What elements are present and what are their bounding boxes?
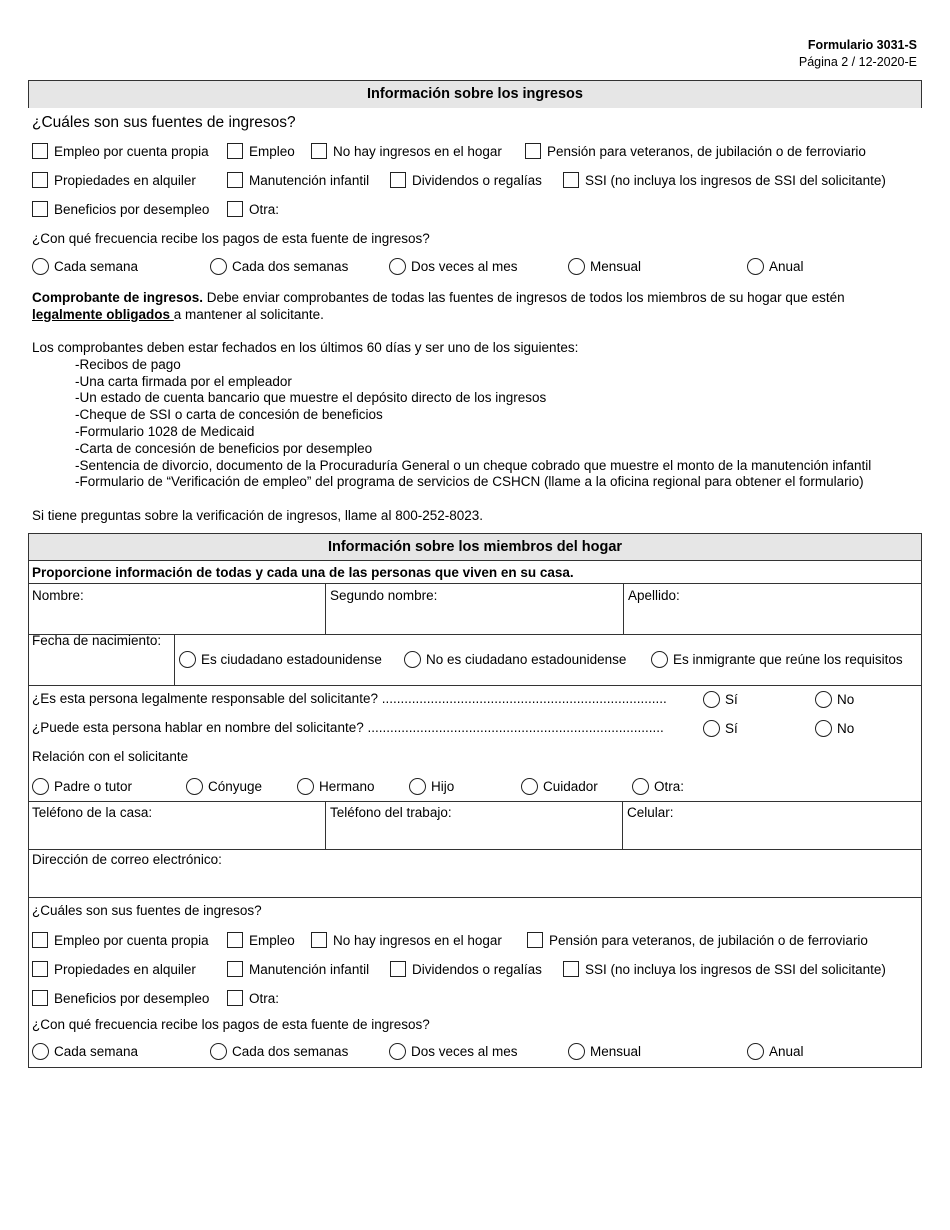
- divider: [622, 801, 623, 849]
- radio[interactable]: [409, 778, 426, 795]
- checkbox[interactable]: [32, 961, 48, 977]
- divider: [28, 634, 922, 635]
- checkbox[interactable]: [32, 201, 48, 217]
- home-phone-field[interactable]: Teléfono de la casa:: [32, 805, 153, 820]
- checkbox[interactable]: [227, 172, 243, 188]
- checkbox[interactable]: [527, 932, 543, 948]
- hh-income-checkbox-unemployment[interactable]: Beneficios por desempleo: [32, 990, 209, 1006]
- radio[interactable]: [186, 778, 203, 795]
- list-item: -Formulario de “Verificación de empleo” del programa de servicios de CSHCN (llame a la oficina regional para obtener el formulario): [75, 474, 864, 490]
- middle-name-field[interactable]: Segundo nombre:: [330, 588, 438, 603]
- divider: [623, 583, 624, 634]
- form-number: Formulario 3031-S: [807, 38, 917, 52]
- radio[interactable]: [703, 691, 720, 708]
- hh-income-checkbox-ssi[interactable]: SSI (no incluya los ingresos de SSI del solicitante): [563, 961, 886, 977]
- income-checkbox-employment[interactable]: Empleo: [227, 143, 295, 159]
- checkbox[interactable]: [227, 932, 243, 948]
- income-checkbox-pension[interactable]: Pensión para veteranos, de jubilación o de ferroviario: [525, 143, 866, 159]
- radio[interactable]: [32, 1043, 49, 1060]
- radio[interactable]: [32, 258, 49, 275]
- hh-frequency-radio-biweekly[interactable]: Cada dos semanas: [210, 1043, 348, 1060]
- last-name-field[interactable]: Apellido:: [628, 588, 680, 603]
- divider: [28, 583, 922, 584]
- radio[interactable]: [651, 651, 668, 668]
- hh-frequency-radio-twice-monthly[interactable]: Dos veces al mes: [389, 1043, 518, 1060]
- relation-radio-parent[interactable]: Padre o tutor: [32, 778, 132, 795]
- cell-phone-field[interactable]: Celular:: [627, 805, 674, 820]
- checkbox[interactable]: [32, 143, 48, 159]
- responsible-no-radio[interactable]: No: [815, 691, 854, 708]
- relation-label: Relación con el solicitante: [32, 749, 189, 764]
- income-checkbox-self-employed[interactable]: Empleo por cuenta propia: [32, 143, 209, 159]
- hh-frequency-radio-monthly[interactable]: Mensual: [568, 1043, 641, 1060]
- radio[interactable]: [568, 258, 585, 275]
- checkbox[interactable]: [227, 201, 243, 217]
- proof-list-intro: Los comprobantes deben estar fechados en los últimos 60 días y ser uno de los siguientes:: [32, 340, 579, 355]
- income-checkbox-rental[interactable]: Propiedades en alquiler: [32, 172, 196, 188]
- frequency-radio-weekly[interactable]: Cada semana: [32, 258, 138, 275]
- radio[interactable]: [32, 778, 49, 795]
- checkbox[interactable]: [227, 143, 243, 159]
- relation-radio-sibling[interactable]: Hermano: [297, 778, 375, 795]
- radio[interactable]: [389, 258, 406, 275]
- list-item: -Carta de concesión de beneficios por desempleo: [75, 440, 373, 456]
- radio[interactable]: [210, 1043, 227, 1060]
- income-checkbox-other[interactable]: Otra:: [227, 201, 279, 217]
- frequency-question: ¿Con qué frecuencia recibe los pagos de esta fuente de ingresos?: [32, 231, 430, 246]
- radio[interactable]: [404, 651, 421, 668]
- income-section-title: Información sobre los ingresos: [29, 81, 921, 108]
- first-name-field[interactable]: Nombre:: [32, 588, 84, 603]
- income-section-header: [28, 80, 922, 108]
- radio[interactable]: [521, 778, 538, 795]
- household-income-question: ¿Cuáles son sus fuentes de ingresos?: [32, 903, 262, 918]
- speak-yes-radio[interactable]: Sí: [703, 720, 738, 737]
- radio[interactable]: [703, 720, 720, 737]
- proof-lead: Comprobante de ingresos.: [32, 290, 204, 305]
- hh-income-checkbox-child-support[interactable]: Manutención infantil: [227, 961, 369, 977]
- checkbox[interactable]: [311, 143, 327, 159]
- speak-no-radio[interactable]: No: [815, 720, 854, 737]
- question-legally-responsible: ¿Es esta persona legalmente responsable del solicitante? ............................................................................: [32, 691, 667, 706]
- hh-income-checkbox-rental[interactable]: Propiedades en alquiler: [32, 961, 196, 977]
- checkbox[interactable]: [525, 143, 541, 159]
- radio[interactable]: [568, 1043, 585, 1060]
- divider: [28, 849, 922, 850]
- checkbox[interactable]: [227, 961, 243, 977]
- list-item: -Formulario 1028 de Medicaid: [75, 423, 255, 439]
- list-item: -Una carta firmada por el empleador: [75, 373, 292, 389]
- divider: [325, 801, 326, 849]
- list-item: -Sentencia de divorcio, documento de la Procuraduría General o un cheque cobrado que muestre el monto de la manutención infantil: [75, 457, 872, 473]
- hh-frequency-radio-yearly[interactable]: Anual: [747, 1043, 804, 1060]
- radio[interactable]: [747, 1043, 764, 1060]
- radio[interactable]: [815, 691, 832, 708]
- radio[interactable]: [747, 258, 764, 275]
- checkbox[interactable]: [32, 932, 48, 948]
- work-phone-field[interactable]: Teléfono del trabajo:: [330, 805, 452, 820]
- checkbox[interactable]: [32, 172, 48, 188]
- list-item: -Un estado de cuenta bancario que muestre el depósito directo de los ingresos: [75, 390, 547, 406]
- checkbox[interactable]: [563, 961, 579, 977]
- hh-income-checkbox-self-employed[interactable]: Empleo por cuenta propia: [32, 932, 209, 948]
- radio[interactable]: [389, 1043, 406, 1060]
- question-speak-on-behalf: ¿Puede esta persona hablar en nombre del solicitante? ...............................................................................: [32, 720, 664, 735]
- proof-paragraph: Comprobante de ingresos. Debe enviar comprobantes de todas las fuentes de ingresos de todos los miembros de su hogar que estén legalmente obligados a mantener al solicitante.: [32, 290, 845, 322]
- list-item: -Cheque de SSI o carta de concesión de beneficios: [75, 407, 383, 423]
- dob-field[interactable]: Fecha de nacimiento:: [32, 633, 162, 648]
- household-section-title: Información sobre los miembros del hogar: [29, 534, 921, 561]
- relation-radio-caregiver[interactable]: Cuidador: [521, 778, 598, 795]
- radio-citizen[interactable]: Es ciudadano estadounidense: [179, 651, 382, 668]
- relation-radio-child[interactable]: Hijo: [409, 778, 454, 795]
- radio[interactable]: [179, 651, 196, 668]
- relation-radio-spouse[interactable]: Cónyuge: [186, 778, 262, 795]
- hh-income-checkbox-other[interactable]: Otra:: [227, 990, 279, 1006]
- radio[interactable]: [815, 720, 832, 737]
- divider: [28, 897, 922, 898]
- household-instruction: Proporcione información de todas y cada una de las personas que viven en su casa.: [32, 565, 574, 580]
- radio[interactable]: [632, 778, 649, 795]
- checkbox[interactable]: [32, 990, 48, 1006]
- proof-underlined: legalmente obligados: [32, 306, 174, 322]
- checkbox[interactable]: [311, 932, 327, 948]
- hh-income-checkbox-pension[interactable]: Pensión para veteranos, de jubilación o de ferroviario: [527, 932, 868, 948]
- divider: [174, 634, 175, 685]
- frequency-radio-yearly[interactable]: Anual: [747, 258, 804, 275]
- income-checkbox-unemployment[interactable]: Beneficios por desempleo: [32, 201, 209, 217]
- checkbox[interactable]: [563, 172, 579, 188]
- frequency-radio-twice-monthly[interactable]: Dos veces al mes: [389, 258, 518, 275]
- phone-note: Si tiene preguntas sobre la verificación de ingresos, llame al 800-252-8023.: [32, 508, 484, 523]
- household-frequency-question: ¿Con qué frecuencia recibe los pagos de esta fuente de ingresos?: [32, 1017, 430, 1032]
- income-question: ¿Cuáles son sus fuentes de ingresos?: [32, 114, 296, 131]
- responsible-yes-radio[interactable]: Sí: [703, 691, 738, 708]
- radio-non-citizen[interactable]: No es ciudadano estadounidense: [404, 651, 626, 668]
- radio[interactable]: [210, 258, 227, 275]
- hh-income-checkbox-dividends[interactable]: Dividendos o regalías: [390, 961, 542, 977]
- radio[interactable]: [297, 778, 314, 795]
- income-checkbox-no-income[interactable]: No hay ingresos en el hogar: [311, 143, 502, 159]
- email-field[interactable]: Dirección de correo electrónico:: [32, 852, 222, 867]
- hh-income-checkbox-employment[interactable]: Empleo: [227, 932, 295, 948]
- checkbox[interactable]: [390, 961, 406, 977]
- checkbox[interactable]: [390, 172, 406, 188]
- divider: [28, 801, 922, 802]
- page-info: Página 2 / 12-2020-E: [798, 55, 917, 69]
- relation-radio-other[interactable]: Otra:: [632, 778, 684, 795]
- frequency-radio-monthly[interactable]: Mensual: [568, 258, 641, 275]
- proof-list: [75, 357, 871, 491]
- radio-qualified-immigrant[interactable]: Es inmigrante que reúne los requisitos: [651, 651, 903, 668]
- income-checkbox-ssi[interactable]: SSI (no incluya los ingresos de SSI del solicitante): [563, 172, 886, 188]
- income-checkbox-child-support[interactable]: Manutención infantil: [227, 172, 369, 188]
- hh-frequency-radio-weekly[interactable]: Cada semana: [32, 1043, 138, 1060]
- divider: [325, 583, 326, 634]
- income-checkbox-dividends[interactable]: Dividendos o regalías: [390, 172, 542, 188]
- checkbox[interactable]: [227, 990, 243, 1006]
- divider: [28, 685, 922, 686]
- list-item: -Recibos de pago: [75, 356, 181, 372]
- frequency-radio-biweekly[interactable]: Cada dos semanas: [210, 258, 348, 275]
- hh-income-checkbox-no-income[interactable]: No hay ingresos en el hogar: [311, 932, 502, 948]
